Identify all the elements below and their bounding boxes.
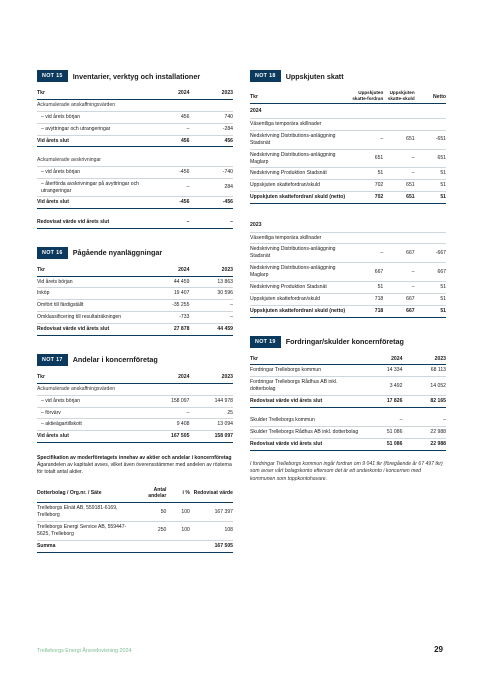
row-label: Omklassificering till resultaträkningen: [37, 312, 146, 324]
table-row: [37, 312, 233, 324]
row-value: 651: [383, 130, 414, 149]
row-value: -456: [189, 197, 233, 209]
row-label: Redovisat värde vid årets slut: [37, 217, 146, 228]
row-label: Uppskjuten skattefordran/ skuld (netto): [250, 305, 352, 317]
row-value: 22 988: [402, 427, 446, 439]
row-label: – vid årets början: [37, 395, 146, 407]
row-value: 158 097: [146, 395, 190, 407]
row-label: Vid årets slut: [37, 431, 146, 443]
table-row: [37, 197, 233, 209]
table-row: [37, 178, 233, 197]
note-19-title: Fordringar/skulder koncernföretag: [285, 337, 404, 347]
row-value: –: [383, 263, 414, 282]
row-label: Nedskrivning Distributions-anläggning Stadsnät: [250, 130, 352, 149]
row-label: Vid årets slut: [37, 197, 146, 209]
note-18-title: Uppskjuten skatt: [285, 71, 344, 81]
table-row: [37, 276, 233, 288]
note-19-table: [250, 354, 446, 452]
row-value: 51: [415, 192, 446, 204]
col-header: 2024: [146, 372, 190, 383]
spec-sum-value: 167 505: [190, 540, 233, 552]
row-value: 651: [415, 149, 446, 168]
row-value: 27 878: [146, 324, 190, 336]
row-value: 82 165: [402, 396, 446, 408]
table-row: [250, 168, 446, 180]
row-value: [415, 232, 446, 244]
row-value: 456: [146, 111, 190, 123]
note-15-tag: NOT 15: [37, 70, 68, 82]
row-label: Ackumulerade anskaffningsvärden: [37, 383, 146, 395]
row-label: Fordringar Trelleborgs Rådhus AB inkl. dotterbolag: [250, 377, 359, 396]
col-header: Antal andelar: [139, 485, 166, 503]
row-value: 667: [383, 305, 414, 317]
row-label: Inköp: [37, 288, 146, 300]
table-row: [37, 166, 233, 178]
row-value: 51: [415, 305, 446, 317]
row-value: 667: [383, 244, 414, 263]
table-row: [37, 419, 233, 431]
row-value: [383, 232, 414, 244]
row-value: 51: [415, 180, 446, 192]
row-label: Nedskrivning Distributions-anläggning Maglarp: [250, 263, 352, 282]
row-label: – vid årets början: [37, 166, 146, 178]
year-label: 2023: [250, 218, 446, 233]
row-label: Nedskrivning Distributions-anläggning Maglarp: [250, 149, 352, 168]
spec-sum-label: Summa: [37, 540, 139, 552]
table-row: [250, 149, 446, 168]
row-value: -651: [415, 130, 446, 149]
row-value: -35 255: [146, 300, 190, 312]
table-row: [37, 288, 233, 300]
col-header: Tkr: [250, 354, 359, 365]
row-value: 51: [415, 281, 446, 293]
year-label: 2024: [250, 104, 446, 119]
row-value: –: [383, 149, 414, 168]
row-value: 19 407: [146, 288, 190, 300]
row-value: 167 397: [190, 503, 233, 522]
note-16-tag: NOT 16: [37, 247, 68, 259]
row-value: –: [189, 217, 233, 228]
table-row: [250, 281, 446, 293]
table-row: [250, 365, 446, 377]
table-row: [37, 209, 233, 217]
row-value: [189, 99, 233, 111]
row-value: -284: [189, 123, 233, 135]
footer-title: Trelleborgs Energi Årsredovisning 2024: [37, 648, 132, 654]
row-label: Uppskjuten skattefordran/skuld: [250, 293, 352, 305]
col-header: 2024: [359, 354, 403, 365]
row-label: Ackumulerade avskrivningar: [37, 155, 146, 166]
row-label: Uppskjuten skattefordran/skuld: [250, 180, 352, 192]
row-value: –: [146, 123, 190, 135]
row-label: Nedskrivning Produktion Stadsnät: [250, 168, 352, 180]
table-row: [250, 415, 446, 426]
table-row: [37, 407, 233, 419]
row-value: -456: [146, 166, 190, 178]
col-header: Tkr: [37, 265, 146, 276]
note-18-header: [250, 70, 446, 82]
row-label: Väsentliga temporära skillnader: [250, 119, 352, 131]
note-16-header: [37, 247, 233, 259]
row-value: 667: [383, 293, 414, 305]
table-row: [37, 503, 233, 522]
col-header: Dotterbolag / Org.nr. / Säte: [37, 485, 139, 503]
row-value: [352, 232, 383, 244]
row-value: 167 505: [146, 431, 190, 443]
col-header: Uppskjuten skatte-fordran: [352, 88, 383, 104]
table-row: [37, 111, 233, 123]
row-value: –: [383, 281, 414, 293]
row-value: -456: [146, 197, 190, 209]
table-row: [250, 232, 446, 244]
row-value: –: [352, 244, 383, 263]
col-header: Uppskjuten skatte-skuld: [383, 88, 414, 104]
row-value: 3 492: [359, 377, 403, 396]
row-value: [189, 155, 233, 166]
col-header: Tkr: [250, 88, 352, 104]
note-18-tag: NOT 18: [250, 70, 281, 82]
row-value: -667: [415, 244, 446, 263]
page-number: 29: [434, 645, 443, 654]
row-value: -740: [189, 166, 233, 178]
row-value: 51 086: [359, 427, 403, 439]
row-value: -733: [146, 312, 190, 324]
row-value: 456: [189, 135, 233, 147]
note-15-title: Inventarier, verktyg och installationer: [72, 71, 201, 81]
row-value: 44 459: [146, 276, 190, 288]
table-row: [37, 324, 233, 336]
table-row: [37, 147, 233, 155]
note-18-table: [250, 88, 446, 318]
row-value: 51 086: [359, 439, 403, 451]
row-value: 9 408: [146, 419, 190, 431]
note-17: [37, 354, 233, 553]
row-value: –: [146, 217, 190, 228]
row-value: [383, 119, 414, 131]
row-label: Redovisat värde vid årets slut: [37, 324, 146, 336]
row-value: 51: [352, 168, 383, 180]
row-value: 17 826: [359, 396, 403, 408]
note-15: [37, 70, 233, 229]
table-row: [250, 244, 446, 263]
table-row: [37, 123, 233, 135]
row-value: 718: [352, 305, 383, 317]
row-label: Trelleborgs Elnät AB, 559181-6169, Trelleborg: [37, 503, 139, 522]
row-label: Nedskrivning Distributions-anläggning Stadsnät: [250, 244, 352, 263]
row-label: – aktieägartillskott: [37, 419, 146, 431]
row-value: 100: [166, 503, 190, 522]
row-value: 100: [166, 522, 190, 541]
row-label: Skulder Trelleborgs kommun: [250, 415, 359, 426]
note-19: [250, 336, 446, 484]
row-value: 50: [139, 503, 166, 522]
col-header: 2024: [146, 265, 190, 276]
table-row: [250, 305, 446, 317]
col-header: Netto: [415, 88, 446, 104]
table-row: [37, 217, 233, 228]
row-label: Nedskrivning Produktion Stadsnät: [250, 281, 352, 293]
row-value: 651: [352, 149, 383, 168]
row-value: 144 978: [189, 395, 233, 407]
row-value: –: [352, 130, 383, 149]
col-header: 2023: [189, 88, 233, 99]
note-15-table: [37, 88, 233, 229]
table-row: [250, 407, 446, 415]
col-header: 2023: [402, 354, 446, 365]
table-row: [37, 155, 233, 166]
row-label: – avyttringar och utrangeringar: [37, 123, 146, 135]
row-value: 651: [383, 180, 414, 192]
col-header: Tkr: [37, 372, 146, 383]
row-value: 13 094: [189, 419, 233, 431]
row-value: [146, 99, 190, 111]
col-header: 2024: [146, 88, 190, 99]
row-value: [146, 383, 190, 395]
table-row: [250, 130, 446, 149]
row-value: –: [189, 300, 233, 312]
table-row: [250, 396, 446, 408]
row-value: 718: [352, 293, 383, 305]
row-label: Vid årets början: [37, 276, 146, 288]
row-value: [415, 119, 446, 131]
table-row: [37, 522, 233, 541]
row-label: – återförda avskrivningar på avyttringar och utrangeringar: [37, 178, 146, 197]
note-19-tag: NOT 19: [250, 336, 281, 348]
row-value: 250: [139, 522, 166, 541]
note-17-tag: NOT 17: [37, 354, 68, 366]
row-label: Vid årets slut: [37, 135, 146, 147]
row-value: –: [189, 312, 233, 324]
table-row: [250, 192, 446, 204]
row-label: Ackumulerade anskaffningsvärden: [37, 99, 146, 111]
row-label: Uppskjuten skattefordran/ skuld (netto): [250, 192, 352, 204]
row-value: 68 113: [402, 365, 446, 377]
row-value: 651: [383, 192, 414, 204]
spec-text: Ägarandelen av kapitalet avses, vilket även överensstämmer med andelen av rösterna för totalt antal aktier.: [37, 462, 232, 476]
row-value: 51: [415, 293, 446, 305]
row-value: 158 097: [189, 431, 233, 443]
right-column: [250, 70, 446, 501]
row-label: Redovisat värde vid årets slut: [250, 439, 359, 451]
table-row: [250, 263, 446, 282]
col-header: Redovisat värde: [190, 485, 233, 503]
table-row: [37, 431, 233, 443]
table-row: [37, 395, 233, 407]
note-19-footnote: I fordringar Trelleborgs kommun ingår fordran om 9 041 tkr (föregående år 67 497 tkr) som avser vårt bolagskonto eftersom det är ett underkonto i koncernen med kommunen som toppkontohavare.: [250, 461, 443, 482]
row-value: [189, 383, 233, 395]
row-label: Omfört till färdigställt: [37, 300, 146, 312]
row-value: –: [402, 415, 446, 426]
row-label: – vid årets början: [37, 111, 146, 123]
row-value: [352, 119, 383, 131]
note-16-table: [37, 265, 233, 336]
row-value: [146, 155, 190, 166]
table-row: [250, 439, 446, 451]
row-value: 22 988: [402, 439, 446, 451]
row-label: Trelleborgs Energi Service AB, 559447-5625, Trelleborg: [37, 522, 139, 541]
note-17-spec: [37, 455, 233, 476]
row-value: 25: [189, 407, 233, 419]
note-16-title: Pågående nyanläggningar: [72, 248, 163, 258]
row-value: 667: [352, 263, 383, 282]
row-value: 284: [189, 178, 233, 197]
row-value: 44 459: [189, 324, 233, 336]
table-row: [250, 180, 446, 192]
row-value: 667: [415, 263, 446, 282]
row-value: 702: [352, 192, 383, 204]
row-value: 456: [146, 135, 190, 147]
row-value: 702: [352, 180, 383, 192]
note-19-header: [250, 336, 446, 348]
row-value: 740: [189, 111, 233, 123]
table-row: [37, 135, 233, 147]
col-header: i %: [166, 485, 190, 503]
note-17-header: [37, 354, 233, 366]
note-15-header: [37, 70, 233, 82]
note-17-title: Andelar i koncernföretag: [72, 355, 158, 365]
table-row: [37, 300, 233, 312]
table-row: [250, 427, 446, 439]
row-label: Skulder Trelleborgs Rådhus AB inkl. dotterbolag: [250, 427, 359, 439]
spec-table: [37, 485, 233, 553]
table-row: [37, 383, 233, 395]
row-label: Väsentliga temporära skillnader: [250, 232, 352, 244]
table-row: [250, 377, 446, 396]
row-label: Fordringar Trelleborgs kommun: [250, 365, 359, 377]
note-17-table: [37, 372, 233, 443]
row-value: 14 052: [402, 377, 446, 396]
row-value: –: [359, 415, 403, 426]
row-value: 14 334: [359, 365, 403, 377]
spec-title: Specifikation av moderföretagets innehav av aktier och andelar i koncernföretag: [37, 455, 232, 462]
row-label: Redovisat värde vid årets slut: [250, 396, 359, 408]
row-value: –: [146, 178, 190, 197]
table-row: [37, 99, 233, 111]
table-row: [250, 119, 446, 131]
row-value: –: [146, 407, 190, 419]
row-value: 108: [190, 522, 233, 541]
col-header: 2023: [189, 265, 233, 276]
row-value: 51: [415, 168, 446, 180]
col-header: 2023: [189, 372, 233, 383]
row-value: 13 863: [189, 276, 233, 288]
row-value: 51: [352, 281, 383, 293]
left-column: [37, 70, 233, 571]
col-header: Tkr: [37, 88, 146, 99]
table-row: [250, 293, 446, 305]
row-value: 30 596: [189, 288, 233, 300]
note-16: [37, 247, 233, 336]
row-label: – förvärv: [37, 407, 146, 419]
row-value: –: [383, 168, 414, 180]
note-18: [250, 70, 446, 318]
